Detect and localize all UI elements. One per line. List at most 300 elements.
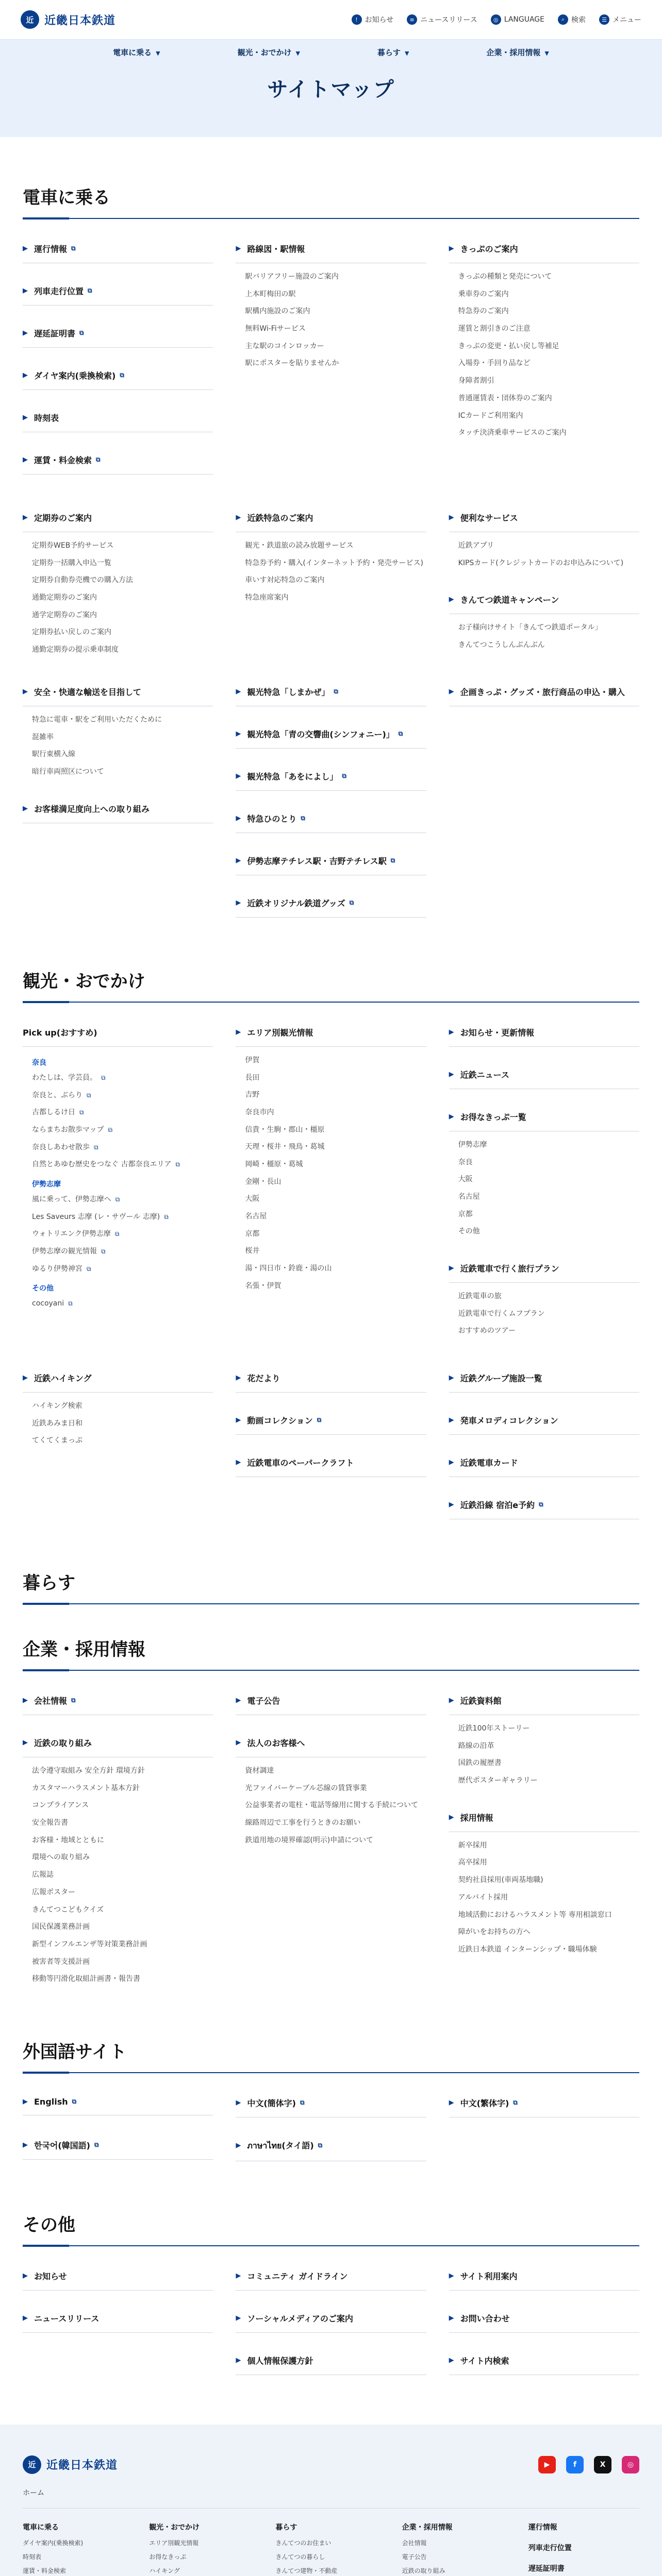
- footer-column-title[interactable]: 観光・おでかけ: [149, 2523, 200, 2532]
- external-link-icon: ⧉: [87, 1265, 91, 1273]
- util-globe[interactable]: [491, 14, 544, 25]
- sub-link[interactable]: 移動等円滑化取組計画書・報告書: [32, 1975, 140, 1984]
- sitemap-link[interactable]: [236, 1686, 426, 1715]
- pickup-link[interactable]: [27, 1191, 213, 1209]
- external-link-icon: ⧉: [68, 1300, 73, 1308]
- util-bell[interactable]: [352, 14, 394, 25]
- section-others: [23, 2211, 639, 2388]
- arrow-right-icon: ▶: [449, 2314, 454, 2322]
- arrow-right-icon: ▶: [449, 1070, 454, 1078]
- footer-link[interactable]: 会社情報: [402, 2539, 427, 2547]
- arrow-right-icon: ▶: [449, 1459, 454, 1466]
- pickup-link[interactable]: [27, 1139, 213, 1157]
- sitemap-link[interactable]: [23, 319, 213, 348]
- sub-link[interactable]: きんてつこうしんぶんぶん: [458, 641, 545, 650]
- footer-main-link[interactable]: 列車走行位置: [528, 2544, 572, 2552]
- sub-link-list: [23, 1393, 213, 1450]
- pickup-link[interactable]: [27, 1087, 213, 1105]
- sitemap-link-label: 路線図・駅情報: [247, 244, 305, 254]
- footer-column-title[interactable]: 暮らす: [275, 2523, 297, 2532]
- sitemap-link[interactable]: [236, 846, 426, 875]
- sitemap-link[interactable]: [236, 503, 426, 532]
- sitemap-group: [23, 677, 213, 781]
- sitemap-link-label: 安全・快適な輸送を目指して: [34, 687, 142, 697]
- external-link-icon: ⧉: [94, 1143, 98, 1151]
- sub-link[interactable]: その他: [458, 1227, 480, 1236]
- sub-link[interactable]: 駅行東横入線: [32, 750, 75, 759]
- sub-link[interactable]: 信貴・生駒・郡山・橿原: [245, 1125, 325, 1134]
- sub-link[interactable]: 国鉄の履歴書: [458, 1759, 502, 1768]
- global-nav-item[interactable]: [238, 47, 300, 58]
- others-link-label: サイト内検索: [460, 2355, 509, 2366]
- sub-link-list: [236, 1047, 426, 1295]
- footer-logo[interactable]: [23, 2455, 118, 2474]
- sitemap-main: [0, 137, 662, 2388]
- footer-link[interactable]: ハイキング: [149, 2567, 180, 2575]
- sitemap-link[interactable]: [449, 503, 639, 532]
- sub-link[interactable]: 駅にポスターを貼りませんか: [245, 359, 339, 368]
- footer-link[interactable]: お得なきっぷ: [149, 2553, 187, 2561]
- global-nav-item[interactable]: [377, 47, 409, 58]
- util-menu[interactable]: [599, 14, 641, 25]
- foreign-site-link[interactable]: [449, 2089, 639, 2117]
- corp-col-3: [449, 1686, 639, 2002]
- external-link-icon: ⧉: [101, 1248, 106, 1255]
- sitemap-group: [449, 1018, 639, 1047]
- sitemap-link[interactable]: [449, 1803, 639, 1832]
- arrow-right-icon: ▶: [236, 2098, 241, 2107]
- sitemap-link[interactable]: [449, 585, 639, 614]
- sub-link[interactable]: 身障者割引: [458, 377, 494, 385]
- foreign-site-link[interactable]: [236, 2131, 426, 2161]
- external-link-icon: ⧉: [87, 1091, 91, 1099]
- sub-link[interactable]: 近鉄100年ストーリー: [458, 1724, 530, 1733]
- sub-link[interactable]: きんてつこどもクイズ: [32, 1905, 104, 1914]
- sitemap-link-label: 観光特急「しまかぜ」: [247, 687, 330, 697]
- footer-column: [402, 2522, 513, 2576]
- globe-icon: ◎: [491, 14, 501, 25]
- util-news[interactable]: [407, 14, 477, 25]
- sitemap-link[interactable]: [449, 1686, 639, 1715]
- chevron-down-icon: ▼: [156, 50, 160, 57]
- sitemap-link-label: 電子公告: [247, 1696, 280, 1706]
- footer-home-link[interactable]: ホーム: [23, 2488, 44, 2497]
- sub-link[interactable]: 通学定期券のご案内: [32, 611, 97, 619]
- sitemap-link[interactable]: [236, 762, 426, 791]
- sub-link-list: [236, 1757, 426, 1849]
- facebook-icon[interactable]: f: [566, 2456, 584, 2473]
- sitemap-link[interactable]: [23, 1728, 213, 1757]
- sub-link[interactable]: 定期券一括購入申込一覧: [32, 558, 111, 567]
- sub-link[interactable]: 暗行車両照区について: [32, 767, 104, 776]
- footer-link[interactable]: きんてつ建物・不動産: [275, 2567, 338, 2575]
- others-group: [236, 2304, 426, 2333]
- sub-link[interactable]: 定期券WEB予約サービス: [32, 541, 114, 550]
- sitemap-group: [236, 1018, 426, 1295]
- footer-main-link[interactable]: 遅延証明書: [528, 2564, 565, 2573]
- pickup-area-heading[interactable]: 奈良: [32, 1058, 46, 1067]
- util-label: メニュー: [613, 16, 641, 24]
- sub-link[interactable]: 広報ポスター: [32, 1888, 75, 1896]
- sitemap-link[interactable]: [23, 403, 213, 432]
- sitemap-link[interactable]: [236, 677, 426, 706]
- sub-link[interactable]: 伊勢志摩: [458, 1140, 487, 1149]
- sub-link[interactable]: 定期券自動券売機での購入方法: [32, 576, 133, 585]
- sub-link[interactable]: コンプライアンス: [32, 1801, 89, 1810]
- sub-link-list: [449, 1832, 639, 1959]
- pickup-link[interactable]: [27, 1243, 213, 1261]
- others-link[interactable]: [23, 2304, 213, 2333]
- global-nav-item[interactable]: [486, 47, 549, 58]
- sub-link[interactable]: 特急座席案内: [245, 594, 289, 602]
- sub-link[interactable]: 湯・四日市・鈴鹿・湯の山: [245, 1264, 332, 1273]
- arrow-right-icon: ▶: [449, 1374, 454, 1382]
- sitemap-link[interactable]: [449, 1018, 639, 1047]
- pickup-area-heading[interactable]: その他: [32, 1284, 54, 1293]
- sitemap-group: [449, 1060, 639, 1089]
- others-link[interactable]: [23, 2262, 213, 2291]
- others-link[interactable]: [236, 2346, 426, 2375]
- arrow-right-icon: ▶: [449, 1416, 454, 1424]
- sub-link[interactable]: 公益事業者の電柱・電話等線用に関する手続について: [245, 1801, 419, 1810]
- foreign-site-link[interactable]: [236, 2089, 426, 2117]
- sitemap-link-label: 会社情報: [34, 1696, 68, 1706]
- sub-link[interactable]: 名張・伊賀: [245, 1281, 282, 1290]
- footer-column: [23, 2522, 134, 2576]
- section-title: 企業・採用情報: [23, 1635, 639, 1671]
- sub-link[interactable]: 特急券のご案内: [458, 307, 509, 316]
- sub-link[interactable]: 上本町梅田の駅: [245, 290, 296, 298]
- sub-link-list: [449, 614, 639, 654]
- sub-link[interactable]: 通勤定期券のご案内: [32, 594, 97, 602]
- sub-link[interactable]: 大阪: [458, 1175, 473, 1184]
- section-title[interactable]: 暮らす: [23, 1569, 639, 1604]
- sub-link[interactable]: 京都: [458, 1210, 473, 1218]
- sub-link[interactable]: きっぷの変更・払い戻し等補足: [458, 342, 559, 350]
- pickup-link-label: わたしは、学芸員。: [32, 1073, 97, 1082]
- sub-link[interactable]: 無料Wi-Fiサービス: [245, 325, 306, 333]
- arrow-right-icon: ▶: [236, 1416, 241, 1424]
- sitemap-link[interactable]: [449, 677, 639, 706]
- train-col-5: [236, 503, 426, 672]
- top-bar: [0, 0, 662, 39]
- site-footer: [0, 2425, 662, 2576]
- sitemap-group: [236, 804, 426, 833]
- external-link-icon: ⧉: [398, 730, 403, 737]
- footer-link[interactable]: 時刻表: [23, 2553, 42, 2561]
- global-nav: [0, 39, 662, 65]
- others-group: [23, 2304, 213, 2333]
- sitemap-link[interactable]: [23, 794, 213, 823]
- sitemap-link-label: きっぷのご案内: [460, 244, 518, 254]
- sitemap-link[interactable]: [236, 720, 426, 749]
- arrow-right-icon: ▶: [449, 1112, 454, 1121]
- footer-link[interactable]: 電子公告: [402, 2553, 427, 2561]
- sub-link[interactable]: 大阪: [245, 1195, 260, 1204]
- external-link-icon: ⧉: [300, 2098, 305, 2106]
- pickup-link-label: 奈良と、ぶらり: [32, 1091, 82, 1099]
- sitemap-link[interactable]: [23, 677, 213, 706]
- foreign-site-link[interactable]: [23, 2089, 213, 2115]
- sub-link[interactable]: 国民保護業務計画: [32, 1923, 90, 1931]
- sitemap-group: [23, 446, 213, 474]
- sub-link[interactable]: カスタマーハラスメント基本方針: [32, 1784, 140, 1792]
- sub-link[interactable]: 伊賀: [245, 1056, 260, 1064]
- sitemap-link[interactable]: [449, 1103, 639, 1131]
- sub-link-list: [23, 1757, 213, 1988]
- sub-link[interactable]: 近鉄電車で行くムフプラン: [458, 1309, 545, 1318]
- sitemap-link[interactable]: [236, 1018, 426, 1047]
- external-link-icon: ⧉: [342, 772, 346, 779]
- foreign-site-label: ภาษาไทย(タイ語): [247, 2140, 314, 2150]
- sub-link[interactable]: 地域活動におけるハラスメント等 専用相談窓口: [458, 1910, 612, 1919]
- sub-link[interactable]: 鉄道用地の境界確認(明示)申請について: [245, 1836, 373, 1844]
- external-link-icon: ⧉: [88, 287, 92, 294]
- footer-columns: [23, 2508, 639, 2576]
- site-logo[interactable]: [21, 10, 115, 29]
- sitemap-link[interactable]: [449, 1448, 639, 1477]
- sight-col-5: [236, 1364, 426, 1533]
- sitemap-link[interactable]: [449, 1406, 639, 1435]
- instagram-icon[interactable]: ◎: [622, 2456, 639, 2473]
- sub-link[interactable]: 近鉄電車の旅: [458, 1292, 502, 1300]
- others-link[interactable]: [449, 2304, 639, 2333]
- sub-link[interactable]: 障がいをお持ちの方へ: [458, 1928, 531, 1937]
- sub-link[interactable]: 歴代ポスターギャラリー: [458, 1776, 538, 1785]
- sub-link[interactable]: 広報誌: [32, 1871, 54, 1879]
- arrow-right-icon: ▶: [449, 1501, 454, 1509]
- footer-link[interactable]: きんてつのお住まい: [275, 2539, 332, 2547]
- sitemap-link-label: 観光特急「あをによし」: [247, 771, 338, 782]
- others-group: [449, 2262, 639, 2291]
- sub-link[interactable]: 新型インフルエンザ等対策業務計画: [32, 1940, 147, 1948]
- arrow-right-icon: ▶: [449, 2356, 454, 2364]
- sub-link[interactable]: 金剛・長山: [245, 1177, 282, 1186]
- sub-link[interactable]: 名古屋: [458, 1192, 480, 1201]
- sns-links: [538, 2456, 639, 2473]
- external-link-icon: ⧉: [72, 2097, 77, 2105]
- sub-link[interactable]: 安全報告書: [32, 1819, 68, 1827]
- sub-link[interactable]: おすすめのツアー: [458, 1327, 516, 1335]
- sub-link[interactable]: 京都: [245, 1229, 260, 1238]
- sub-link[interactable]: 定期券払い戻しのご案内: [32, 628, 111, 637]
- sitemap-link[interactable]: [449, 1254, 639, 1283]
- section-title: 外国語サイト: [23, 2038, 639, 2073]
- sub-link[interactable]: 近鉄あみま日和: [32, 1419, 82, 1428]
- sitemap-link[interactable]: [449, 1490, 639, 1519]
- sub-link-list: [449, 1283, 639, 1340]
- others-link-label: ニュースリリース: [34, 2313, 100, 2324]
- sitemap-link[interactable]: [23, 234, 213, 263]
- sub-link[interactable]: アルバイト採用: [458, 1893, 508, 1902]
- foreign-site-label: 한국어(韓国語): [34, 2140, 90, 2150]
- others-link-label: コミュニティ ガイドライン: [247, 2271, 348, 2281]
- sub-link[interactable]: 運賃と割引きのご注意: [458, 325, 531, 333]
- footer-link[interactable]: エリア別観光情報: [149, 2539, 199, 2547]
- sitemap-group: [449, 1448, 639, 1477]
- sitemap-link-label: 企画きっぷ・グッズ・旅行商品の申込・購入: [460, 687, 625, 697]
- sub-link[interactable]: 主な駅のコインロッカー: [245, 342, 324, 350]
- pickup-link[interactable]: [27, 1209, 213, 1226]
- sitemap-link[interactable]: [236, 1448, 426, 1477]
- sub-link[interactable]: 名古屋: [245, 1212, 267, 1221]
- sitemap-link[interactable]: [236, 889, 426, 918]
- global-nav-label: 企業・採用情報: [486, 48, 541, 57]
- corp-col-1: [23, 1686, 213, 2002]
- sub-link[interactable]: 新卒採用: [458, 1841, 487, 1850]
- pickup-link-label: 伊勢志摩の観光情報: [32, 1247, 97, 1256]
- sitemap-link[interactable]: [23, 277, 213, 306]
- sitemap-link-label: 便利なサービス: [460, 513, 518, 523]
- util-search[interactable]: [558, 14, 586, 25]
- sub-link[interactable]: ICカードご利用案内: [458, 411, 523, 420]
- others-link[interactable]: [236, 2262, 426, 2291]
- others-link[interactable]: [449, 2262, 639, 2291]
- x-icon[interactable]: X: [594, 2456, 611, 2473]
- sub-link[interactable]: 岡崎・橿原・葛城: [245, 1160, 303, 1168]
- pickup-link[interactable]: [27, 1122, 213, 1139]
- sitemap-link[interactable]: [236, 234, 426, 263]
- sub-link[interactable]: お客様・地域とともに: [32, 1836, 104, 1844]
- sub-link[interactable]: 特急に電車・駅をご利用いただくために: [32, 715, 162, 724]
- sitemap-link[interactable]: [449, 1364, 639, 1393]
- sitemap-link-label: お得なきっぷ一覧: [460, 1112, 526, 1122]
- sub-link[interactable]: 駅構内施設のご案内: [245, 307, 310, 316]
- footer-link[interactable]: きんてつの暮らし: [275, 2553, 325, 2561]
- sub-link[interactable]: 契約社員採用(車両基地職): [458, 1876, 543, 1885]
- sitemap-link-label: エリア別観光情報: [247, 1027, 313, 1038]
- sub-link[interactable]: 桜井: [245, 1247, 260, 1256]
- footer-link[interactable]: ダイヤ案内(乗換検索): [23, 2539, 84, 2547]
- train-grid-2: [23, 503, 639, 672]
- arrow-right-icon: ▶: [236, 856, 241, 865]
- sub-link[interactable]: 乗車券のご案内: [458, 290, 509, 298]
- pickup-link[interactable]: [27, 1261, 213, 1278]
- sub-link-list: [449, 1715, 639, 1790]
- sub-link[interactable]: 法令遵守取組み 安全方針 環境方針: [32, 1767, 145, 1775]
- sitemap-group: [23, 1728, 213, 1988]
- sub-link[interactable]: 観光・鉄道旅の読み放題サービス: [245, 541, 354, 550]
- sitemap-link[interactable]: [236, 1728, 426, 1757]
- sitemap-link[interactable]: [23, 1686, 213, 1715]
- pickup-area-heading[interactable]: 伊勢志摩: [32, 1180, 61, 1189]
- sub-link[interactable]: 通勤定期券の提示乗車制度: [32, 646, 119, 654]
- sitemap-group: [23, 794, 213, 823]
- foreign-site-label: 中文(繁体字): [460, 2098, 509, 2108]
- sitemap-link[interactable]: [236, 1406, 426, 1435]
- sub-link[interactable]: 線路周辺で工事を行うときのお願い: [245, 1819, 361, 1827]
- sub-link[interactable]: 天理・桜井・飛鳥・葛城: [245, 1143, 325, 1151]
- sub-link[interactable]: 混雑率: [32, 733, 54, 741]
- sub-link[interactable]: ハイキング検索: [32, 1402, 82, 1410]
- global-nav-item[interactable]: [113, 47, 160, 58]
- sitemap-link-label: 遅延証明書: [34, 329, 76, 338]
- sub-link[interactable]: 奈良: [458, 1158, 473, 1166]
- sub-link[interactable]: 吉野: [245, 1091, 260, 1099]
- arrow-right-icon: ▶: [236, 814, 241, 822]
- sub-link[interactable]: 近鉄アプリ: [458, 541, 494, 550]
- sitemap-link[interactable]: [23, 446, 213, 474]
- sub-link[interactable]: てくてくまっぷ: [32, 1436, 82, 1445]
- arrow-right-icon: ▶: [236, 514, 241, 521]
- sub-link[interactable]: 長田: [245, 1073, 260, 1082]
- chevron-down-icon: ▼: [544, 50, 549, 57]
- sitemap-group: [449, 1406, 639, 1435]
- sub-link[interactable]: 資材調達: [245, 1767, 274, 1775]
- sitemap-group: [449, 234, 639, 442]
- sitemap-link[interactable]: [23, 503, 213, 532]
- external-link-icon: ⧉: [175, 1161, 180, 1168]
- sub-link[interactable]: タッチ決済乗車サービスのご案内: [458, 429, 567, 437]
- sub-link[interactable]: 駅バリアフリー施設のご案内: [245, 273, 339, 281]
- sub-link[interactable]: 近鉄日本鉄道 インターンシップ・職場体験: [458, 1945, 597, 1954]
- sitemap-group: [23, 234, 213, 263]
- pickup-link[interactable]: [27, 1104, 213, 1122]
- pickup-link[interactable]: [27, 1295, 213, 1313]
- footer-column-title[interactable]: 電車に乗る: [23, 2523, 59, 2532]
- footer-main-link[interactable]: 運行情報: [528, 2523, 557, 2532]
- sub-link[interactable]: 環境への取り組み: [32, 1853, 90, 1862]
- sub-link[interactable]: 入場券・手回り品など: [458, 359, 531, 368]
- sitemap-group: [236, 1728, 426, 1849]
- sitemap-link[interactable]: [236, 804, 426, 833]
- sitemap-link-label: 近鉄特急のご案内: [247, 513, 313, 523]
- others-link[interactable]: [449, 2346, 639, 2375]
- sitemap-link[interactable]: [23, 1364, 213, 1393]
- train-col-9: [449, 677, 639, 931]
- sub-link[interactable]: 路線の沿革: [458, 1741, 494, 1750]
- external-link-icon: ⧉: [94, 2141, 99, 2148]
- sitemap-link[interactable]: [449, 1060, 639, 1089]
- sub-link-list: [449, 532, 639, 572]
- sight-col-6: [449, 1364, 639, 1533]
- sitemap-link[interactable]: [236, 1364, 426, 1393]
- sub-link[interactable]: 高卒採用: [458, 1858, 487, 1867]
- footer-column-title[interactable]: 企業・採用情報: [402, 2523, 453, 2532]
- sub-link[interactable]: 普通運賃表・団体券のご案内: [458, 394, 552, 402]
- arrow-right-icon: ▶: [449, 1028, 454, 1036]
- external-link-icon: ⧉: [164, 1213, 169, 1221]
- youtube-icon[interactable]: ▶: [538, 2456, 556, 2473]
- sub-link[interactable]: きっぷの種類と発売について: [458, 273, 552, 281]
- site-header: [0, 0, 662, 137]
- arrow-right-icon: ▶: [23, 1739, 28, 1747]
- arrow-right-icon: ▶: [236, 730, 241, 738]
- sub-link[interactable]: お子様向けサイト「きんてつ鉄道ポータル」: [458, 623, 602, 632]
- sub-link[interactable]: KIPSカード(クレジットカードのお申込みについて): [458, 558, 624, 567]
- pickup-link[interactable]: [27, 1070, 213, 1087]
- train-col-4: [23, 503, 213, 672]
- pickup-link[interactable]: [27, 1156, 213, 1174]
- pickup-link[interactable]: [27, 1226, 213, 1243]
- foreign-site-link[interactable]: [23, 2131, 213, 2160]
- sub-link[interactable]: 被害者等支援計画: [32, 1957, 90, 1966]
- footer-link[interactable]: 近鉄の取り組み: [402, 2567, 445, 2575]
- menu-icon: ☰: [599, 14, 609, 25]
- sitemap-group: [236, 503, 426, 607]
- train-col-3: [449, 234, 639, 488]
- sitemap-link[interactable]: [23, 361, 213, 390]
- sub-link[interactable]: 奈良市内: [245, 1108, 274, 1116]
- sub-link[interactable]: 特急券予約・購入(インターネット予約・発売サービス): [245, 558, 423, 567]
- sub-link[interactable]: 光ファイバーケーブル芯線の賃貸事業: [245, 1784, 367, 1792]
- footer-link[interactable]: 運賃・料金検索: [23, 2567, 67, 2575]
- sub-link[interactable]: 車いす対応特急のご案内: [245, 576, 325, 585]
- pickup-link-label: Les Saveurs 志摩 (レ・サヴール 志摩): [32, 1212, 160, 1221]
- pickup-heading: Pick up(おすすめ): [23, 1018, 213, 1047]
- others-link[interactable]: [236, 2304, 426, 2333]
- sitemap-link[interactable]: [449, 234, 639, 263]
